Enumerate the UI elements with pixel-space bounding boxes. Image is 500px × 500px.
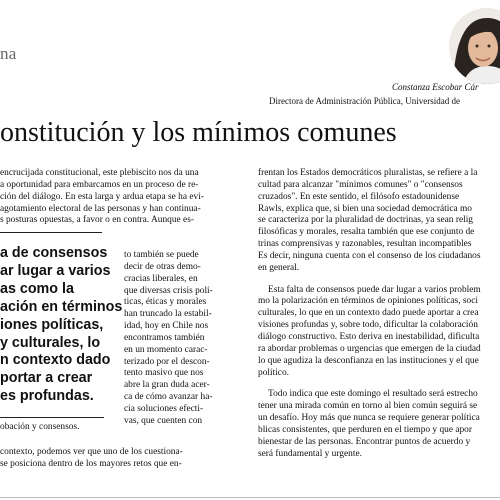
pull-quote-bottom-rule [0, 417, 104, 418]
column-2 [124, 250, 241, 428]
pull-quote-line: iones políticas, [0, 316, 104, 333]
text-line: visiones profundas y, sobre todo, dificultar la colaboración [258, 320, 478, 331]
pull-quote [0, 245, 122, 406]
author-name: Constanza Escobar Cár [392, 82, 479, 92]
text-line: ca de cómo avanzar ha- [124, 392, 213, 403]
text-line: cia soluciones efecti- [124, 403, 204, 414]
page-bottom-rule [0, 497, 500, 498]
author-avatar [449, 8, 500, 84]
text-line: mo la polarización en términos de opiniones políticas, soci [258, 296, 478, 307]
text-line: encontramos también [124, 332, 205, 343]
text-line: terizado por el descon- [124, 356, 210, 367]
section-label: na [0, 44, 17, 63]
text-line: agotamiento electoral de las personas y han continua- [0, 203, 201, 214]
text-line: trinas comprensivas y razonables, resultan incompatibles [258, 239, 472, 250]
text-line: culturales, lo que en un contexto dado puede aportar a crea [258, 308, 479, 319]
text-line: vas, que cuenten con [124, 415, 203, 426]
column-1-continued [0, 422, 246, 471]
text-line: s posturas opuestas, a favor o en contra. Aunque es- [0, 215, 194, 226]
text-line: han truncado la estabil- [124, 309, 212, 320]
author-role: Directora de Administración Pública, Universidad de [269, 96, 460, 106]
pull-quote-line: y culturales, lo [0, 334, 101, 351]
text-line: Es decir, ninguna cuenta con el consenso de los ciudadanos [258, 250, 481, 261]
headline: onstitución y los mínimos comunes [0, 117, 397, 148]
text-line: Esta falta de consensos puede dar lugar a varios problem [268, 284, 481, 295]
text-line: se posiciona dentro de los mayores retos que en- [0, 458, 182, 469]
text-line: abre la gran duda acer- [124, 380, 210, 391]
text-line: to también se puede [124, 250, 199, 260]
pull-quote-top-rule [0, 232, 102, 233]
pull-quote-line: n contexto dado [0, 352, 111, 369]
text-line: encrucijada constitucional, este plebiscito nos da una [0, 168, 199, 178]
text-line: Todo indica que este domingo el resultado será estrecho [268, 389, 478, 400]
text-line: ticas, éticas y morales [124, 297, 207, 308]
pull-quote-line: ación en términos [0, 298, 123, 315]
author-portrait-icon [449, 8, 500, 84]
text-line: diálogo constructivo. Esto deriva en inestabilidad, dificulta [258, 331, 480, 342]
text-line: un desafío. Hoy más que nunca se requiere generar política [258, 413, 480, 424]
text-line: cracias liberales, en [124, 273, 198, 284]
text-line [258, 379, 500, 389]
text-line: Rawls, explica que, si bien una sociedad democrática mo [258, 203, 472, 214]
text-line: blicas consistentes, que perduren en el tiempo y que apor [258, 424, 472, 435]
pull-quote-line: portar a crear [0, 370, 93, 387]
text-line: en un momento carac- [124, 344, 208, 355]
text-line: bienestar de las personas. Encontrar puntos de acuerdo y [258, 436, 471, 447]
text-line: cruzados". En este sentido, el filósofo estadounidense [258, 191, 460, 202]
text-line: idad, hoy en Chile nos [124, 321, 209, 332]
text-line: lo que agudiza la desconfianza en las instituciones y el que [258, 355, 479, 366]
text-line [258, 275, 500, 285]
text-line: tener una mirada común en torno al bien común seguirá se [258, 401, 478, 412]
text-line: que diversas crisis polí- [124, 285, 213, 296]
text-line: será fundamental y urgente. [258, 448, 362, 459]
text-line: en general. [258, 262, 300, 273]
text-line: tento masivo que nos [124, 368, 204, 379]
pull-quote-line: es profundas. [0, 388, 94, 405]
text-line: filosóficas y morales, resalta también que ese conjunto de [258, 227, 475, 238]
text-line: se caracteriza por la pluralidad de doctrinas, ya sean relig [258, 215, 473, 226]
text-line: frentan los Estados democráticos pluralistas, se refiere a la [258, 168, 478, 178]
text-line: cultad para alcanzar "mínimos comunes" o "consensos [258, 179, 463, 190]
column-1-intro [0, 168, 246, 227]
text-line: a oportunidad para embarcamos en un proceso de re- [0, 179, 199, 190]
text-line: contexto, podemos ver que uno de los cuestiona- [0, 446, 183, 457]
text-line: político. [258, 367, 289, 378]
pull-quote-line: a de consensos [0, 245, 108, 261]
pull-quote-line: ar lugar a varios [0, 262, 111, 279]
text-line: ción del diálogo. En esta larga y ardua etapa se ha evi- [0, 191, 204, 202]
pull-quote-line: as como la [0, 280, 74, 297]
text-line: ra abordar problemas o urgencias que emergen de la ciudad [258, 343, 481, 354]
text-line: decir de otras demo- [124, 261, 201, 272]
column-3 [258, 168, 500, 460]
text-line: obación y consensos. [0, 422, 80, 432]
